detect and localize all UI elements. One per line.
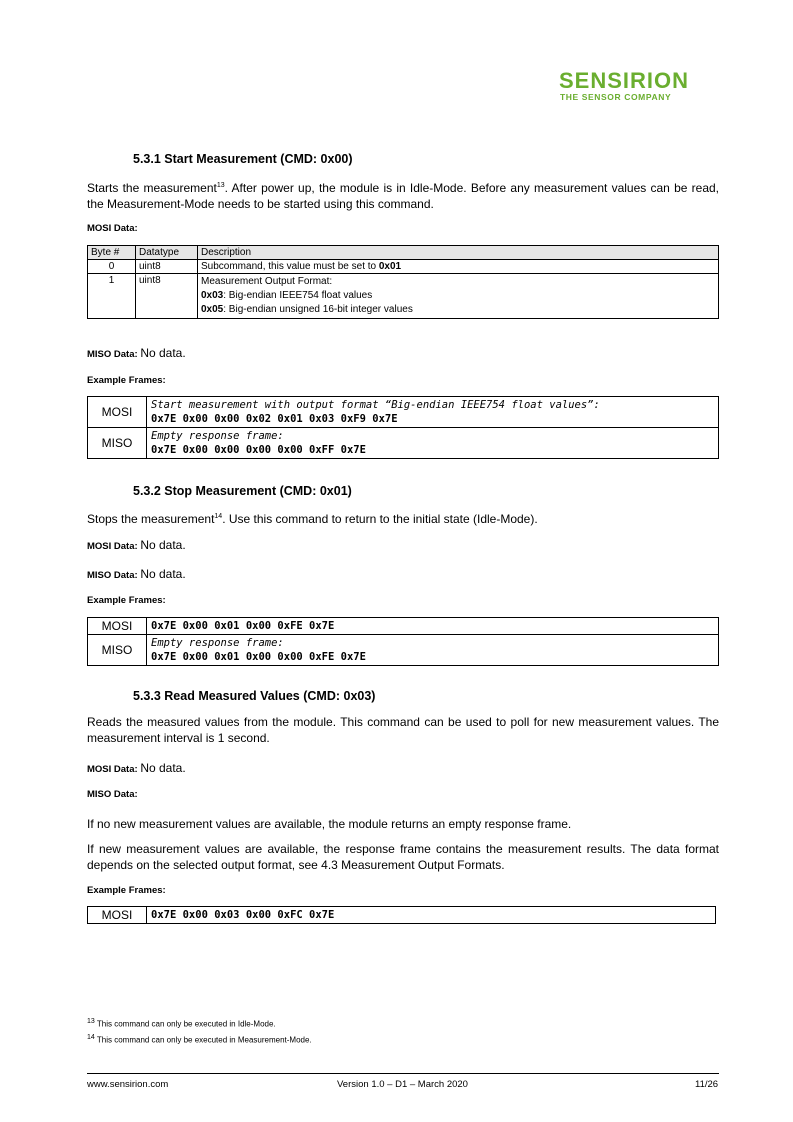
footer-website-link[interactable]: www.sensirion.com: [87, 1079, 169, 1090]
cell-description: Measurement Output Format: 0x03: Big-endian IEEE754 float values 0x05: Big-endian unsigned 16-bit integer values: [198, 274, 719, 319]
logo-tagline: THE SENSOR COMPANY: [560, 92, 672, 102]
example-frames-label: Example Frames:: [87, 375, 166, 386]
frame-content: [147, 397, 719, 428]
frame-direction: MOSI: [88, 907, 147, 924]
mosi-data-label: MOSI Data:: [87, 223, 138, 234]
cell-byte: 1: [88, 274, 136, 319]
frame-bytes: 0x7E 0x00 0x03 0x00 0xFC 0x7E: [151, 909, 335, 921]
miso-values-text: If new measurement values are available, the response frame contains the measurement results. The data format depends on the selected output format, see 4.3 Measurement Output Formats.: [87, 842, 719, 872]
frame-direction: MISO: [88, 635, 147, 666]
frame-content: [147, 428, 719, 459]
col-header-datatype: Datatype: [136, 246, 198, 260]
section-5-3-3-description: Reads the measured values from the module. This command can be used to poll for new measurement values. The measurement interval is 1 second.: [87, 715, 719, 745]
example-frames-table: [87, 906, 716, 924]
footer-version: Version 1.0 – D1 – March 2020: [337, 1079, 468, 1090]
frame-content: [147, 907, 716, 924]
example-frames-table: [87, 396, 719, 459]
mosi-data-label: MOSI Data: No data.: [87, 538, 186, 552]
frame-row-mosi: [88, 907, 716, 924]
cell-datatype: uint8: [136, 274, 198, 319]
section-5-3-2-description: Stops the measurement$^{14}$. Use this command to return to the initial state (Idle-Mode).: [87, 512, 538, 526]
frame-row-mosi: [88, 618, 719, 635]
table-header-row: [88, 246, 719, 260]
frame-direction: MOSI: [88, 618, 147, 635]
frame-direction: MOSI: [88, 397, 147, 428]
example-frames-label: Example Frames:: [87, 885, 166, 896]
footnote-14: $^{14}$ This command can only be executed in Measurement-Mode.: [87, 1034, 312, 1045]
logo-wordmark: SENSIRION: [559, 68, 690, 93]
section-5-3-1-description: Starts the measurement$^{13}$. After power up, the module is in Idle-Mode. Before any measurement values can be read, the Measurement-Mode needs to be started using this command.: [87, 181, 720, 211]
mosi-data-label: MOSI Data: No data.: [87, 761, 186, 775]
footer-page-number: 11/26: [695, 1079, 719, 1090]
miso-data-label: MISO Data:: [87, 789, 138, 800]
frame-comment: Empty response frame:: [151, 430, 284, 442]
frame-direction: MISO: [88, 428, 147, 459]
example-frames-label: Example Frames:: [87, 595, 166, 606]
miso-data-label: MISO Data: No data.: [87, 346, 186, 360]
frame-bytes: 0x7E 0x00 0x00 0x00 0x00 0xFF 0x7E: [151, 444, 366, 456]
footnote-ref-13[interactable]: 13: [216, 182, 225, 189]
table-row: [88, 260, 719, 274]
table-row: [88, 274, 719, 319]
example-frames-table: [87, 617, 719, 666]
frame-row-mosi: [88, 397, 719, 428]
section-5-3-1-title: 5.3.1 Start Measurement (CMD: 0x00): [133, 152, 353, 166]
col-header-byte: Byte #: [88, 246, 136, 260]
miso-no-values-text: If no new measurement values are available, the module returns an empty response frame.: [87, 817, 572, 831]
footnote-13: $^{13}$ This command can only be executed in Idle-Mode.: [87, 1018, 276, 1029]
cell-datatype: uint8: [136, 260, 198, 274]
frame-content: [147, 635, 719, 666]
section-5-3-2-title: 5.3.2 Stop Measurement (CMD: 0x01): [133, 484, 352, 498]
mosi-data-table: [87, 245, 719, 319]
footer-divider: [87, 1073, 719, 1074]
frame-comment: Start measurement with output format “Big-endian IEEE754 float values”:: [151, 399, 600, 411]
col-header-description: Description: [198, 246, 719, 260]
frame-bytes: 0x7E 0x00 0x01 0x00 0x00 0xFE 0x7E: [151, 651, 366, 663]
section-5-3-3-title: 5.3.3 Read Measured Values (CMD: 0x03): [133, 689, 376, 703]
miso-data-label: MISO Data: No data.: [87, 567, 186, 581]
cell-byte: 0: [88, 260, 136, 274]
frame-bytes: 0x7E 0x00 0x01 0x00 0xFE 0x7E: [151, 620, 335, 632]
frame-content: [147, 618, 719, 635]
frame-bytes: 0x7E 0x00 0x00 0x02 0x01 0x03 0xF9 0x7E: [151, 413, 398, 425]
frame-comment: Empty response frame:: [151, 637, 284, 649]
frame-row-miso: [88, 428, 719, 459]
footnote-ref-14[interactable]: 14: [214, 513, 223, 520]
cell-description: Subcommand, this value must be set to 0x01: [198, 260, 719, 274]
frame-row-miso: [88, 635, 719, 666]
